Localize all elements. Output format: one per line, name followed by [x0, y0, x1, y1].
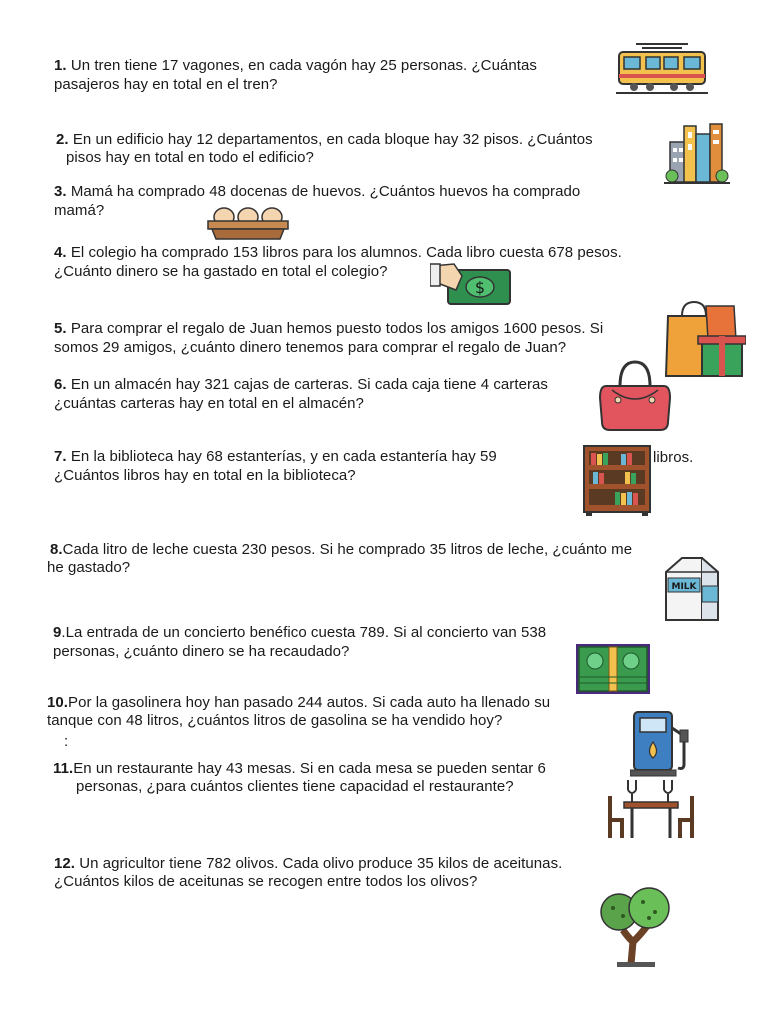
handbag-icon	[598, 358, 672, 432]
problem-7-line-1b: libros.	[653, 449, 694, 466]
problem-8-line-2: he gastado?	[47, 559, 131, 576]
dollar-sign: $	[474, 278, 486, 297]
restaurant-table-icon	[606, 776, 696, 842]
problem-3-line-2: mamá?	[54, 202, 105, 219]
gas-pump-icon	[630, 708, 696, 778]
problem-2-line-2: pisos hay en total en todo el edificio?	[66, 149, 314, 166]
problem-number: 6.	[54, 376, 67, 393]
egg-carton-icon	[206, 203, 290, 241]
problem-number: 8.	[50, 541, 63, 558]
problem-6-line-2: ¿cuántas carteras hay en total en el almacén?	[54, 395, 364, 412]
problem-12-line-2: ¿Cuántos kilos de aceitunas se recogen entre todos los olivos?	[54, 873, 478, 890]
problem-1-line-2: pasajeros hay en total en el tren?	[54, 76, 278, 93]
bookshelf-icon	[581, 444, 653, 518]
problem-7-line-2: ¿Cuántos libros hay en total en la biblioteca?	[54, 467, 356, 484]
problem-number: 1.	[54, 57, 67, 74]
problem-11-line-2: personas, ¿para cuántos clientes tiene capacidad el restaurante?	[76, 778, 514, 795]
problem-9-line-2: personas, ¿cuánto dinero se ha recaudado?	[53, 643, 350, 660]
problem-12-line-1: 12. Un agricultor tiene 782 olivos. Cada olivo produce 35 kilos de aceitunas.	[54, 855, 563, 872]
problem-3-line-1: 3. Mamá ha comprado 48 docenas de huevos. ¿Cuántos huevos ha comprado	[54, 183, 581, 200]
problem-10-line-1: 10.Por la gasolinera hoy han pasado 244 autos. Si cada auto ha llenado su	[47, 694, 551, 711]
problem-number: 11.	[53, 760, 74, 777]
problem-7-line-1: 7. En la biblioteca hay 68 estanterías, y en cada estantería hay 59	[54, 448, 497, 465]
problem-4-line-2: ¿Cuánto dinero se ha gastado en total el colegio?	[54, 263, 388, 280]
shopping-bag-gift-icon	[662, 300, 746, 380]
problem-5-line-2: somos 29 amigos, ¿cuánto dinero tenemos para comprar el regalo de Juan?	[54, 339, 567, 356]
milk-label: MILK	[671, 582, 697, 592]
olive-tree-icon	[597, 886, 677, 968]
problem-number: 7.	[54, 448, 67, 465]
problem-4-line-1: 4. El colegio ha comprado 153 libros para los alumnos. Cada libro cuesta 678 pesos.	[54, 244, 622, 261]
problem-number: 12.	[54, 855, 76, 872]
milk-carton-icon	[662, 556, 722, 622]
problem-number: 5.	[54, 320, 67, 337]
train-icon	[616, 40, 708, 98]
problem-6-line-1: 6. En un almacén hay 321 cajas de carteras. Si cada caja tiene 4 carteras	[54, 376, 548, 393]
problem-number: 9	[53, 624, 62, 641]
problem-number: 4.	[54, 244, 67, 261]
city-buildings-icon	[664, 120, 730, 186]
problem-10-line-2: tanque con 48 litros, ¿cuántos litros de gasolina se ha vendido hoy?	[47, 712, 503, 729]
problem-10-line-3: :	[64, 733, 69, 750]
problem-8-line-1: 8.Cada litro de leche cuesta 230 pesos. Si he comprado 35 litros de leche, ¿cuánto me	[50, 541, 633, 558]
money-bill-icon	[430, 260, 514, 308]
problem-number: 10.	[47, 694, 69, 711]
problem-number: 3.	[54, 183, 67, 200]
problem-2-line-1: 2. En un edificio hay 12 departamentos, en cada bloque hay 32 pisos. ¿Cuántos	[56, 131, 593, 148]
problem-1-line-1: 1. Un tren tiene 17 vagones, en cada vagón hay 25 personas. ¿Cuántas	[54, 57, 537, 74]
problem-number: 2.	[56, 131, 69, 148]
problem-11-line-1: 11.En un restaurante hay 43 mesas. Si en cada mesa se pueden sentar 6	[53, 760, 546, 777]
problem-9-line-1: 9.La entrada de un concierto benéfico cuesta 789. Si al concierto van 538	[53, 624, 547, 641]
problem-5-line-1: 5. Para comprar el regalo de Juan hemos puesto todos los amigos 1600 pesos. Si	[54, 320, 604, 337]
cash-bundle-icon	[575, 643, 651, 695]
